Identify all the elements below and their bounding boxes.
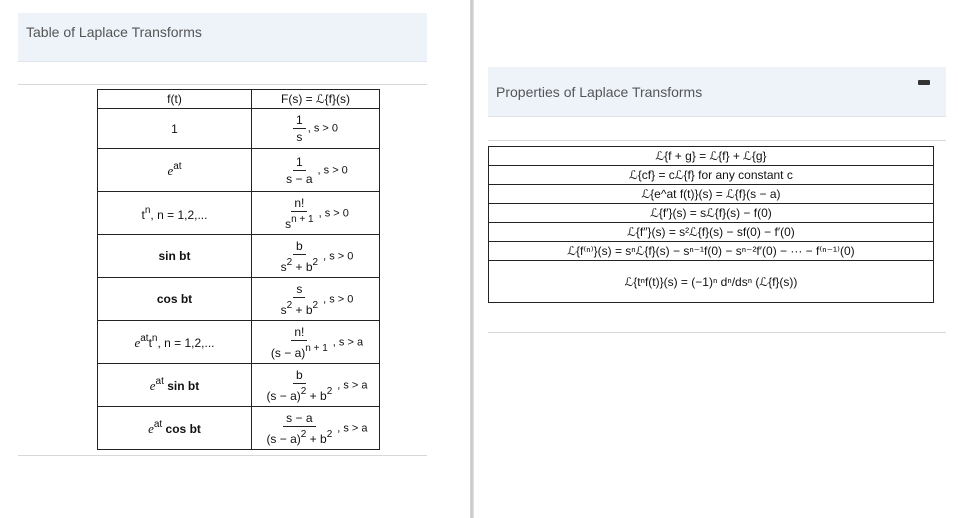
F-cell: $\frac{n!}{s^{n + 1}}$ , s > 0 bbox=[252, 192, 380, 235]
f-cell: $e^{at}$ bbox=[98, 149, 252, 192]
f-cell: $e^{at}t^n$, n = 1,2,... bbox=[98, 321, 252, 364]
laplace-transforms-table bbox=[97, 89, 380, 450]
table-header-row bbox=[98, 90, 380, 109]
F-cell: $\frac{b}{(s - a)^2 + b^2}$ , s > a bbox=[252, 364, 380, 407]
property-cell: ℒ{f + g} = ℒ{f} + ℒ{g} bbox=[489, 147, 934, 166]
table-row bbox=[98, 109, 380, 149]
property-cell: ℒ{f′}(s) = sℒ{f}(s) − f(0) bbox=[489, 204, 934, 223]
property-cell: ℒ{cf} = cℒ{f} for any constant c bbox=[489, 166, 934, 185]
divider bbox=[18, 84, 427, 85]
table-row bbox=[489, 185, 934, 204]
table-row bbox=[489, 204, 934, 223]
table-row bbox=[489, 223, 934, 242]
property-cell: ℒ{f″}(s) = s²ℒ{f}(s) − sf(0) − f′(0) bbox=[489, 223, 934, 242]
divider bbox=[488, 332, 946, 333]
table-row bbox=[98, 278, 380, 321]
property-cell: ℒ{f⁽ⁿ⁾}(s) = sⁿℒ{f}(s) − sⁿ⁻¹f(0) − sⁿ⁻²f′(0) − ··· − f⁽ⁿ⁻¹⁾(0) bbox=[489, 242, 934, 261]
property-cell: ℒ{tⁿf(t)}(s) = (−1)ⁿ dⁿ/dsⁿ (ℒ{f}(s)) bbox=[489, 261, 934, 303]
F-cell: $\frac{1}{s - a}$ , s > 0 bbox=[252, 149, 380, 192]
table-row bbox=[98, 321, 380, 364]
properties-table bbox=[488, 146, 934, 303]
table-row bbox=[98, 235, 380, 278]
divider bbox=[488, 140, 946, 141]
table-row bbox=[98, 364, 380, 407]
f-cell: cos bt bbox=[98, 278, 252, 321]
f-cell: $t^n$, n = 1,2,... bbox=[98, 192, 252, 235]
collapse-icon[interactable] bbox=[918, 80, 930, 85]
table-row bbox=[489, 166, 934, 185]
laplace-table-panel-header[interactable] bbox=[18, 13, 427, 62]
table-row bbox=[98, 149, 380, 192]
f-cell: $e^{at}$ sin bt bbox=[98, 364, 252, 407]
properties-panel-header[interactable] bbox=[488, 67, 946, 117]
table-row bbox=[489, 242, 934, 261]
left-pane bbox=[0, 0, 470, 518]
F-cell: $\frac{s}{s^2 + b^2}$ , s > 0 bbox=[252, 278, 380, 321]
column-header-f: f(t) bbox=[98, 90, 252, 109]
property-cell: ℒ{e^at f(t)}(s) = ℒ{f}(s − a) bbox=[489, 185, 934, 204]
F-cell: $\frac{s - a}{(s - a)^2 + b^2}$ , s > a bbox=[252, 407, 380, 450]
divider bbox=[18, 455, 427, 456]
f-cell: sin bt bbox=[98, 235, 252, 278]
table-row bbox=[489, 147, 934, 166]
F-cell: $\frac{1}{s}$ , s > 0 bbox=[252, 109, 380, 149]
table-row bbox=[489, 261, 934, 303]
properties-title: Properties of Laplace Transforms bbox=[496, 83, 703, 100]
column-header-F: F(s) = ℒ{f}(s) bbox=[252, 90, 380, 109]
f-cell: 1 bbox=[98, 109, 252, 149]
F-cell: $\frac{n!}{(s - a)^{n + 1}}$ , s > a bbox=[252, 321, 380, 364]
table-row bbox=[98, 407, 380, 450]
f-cell: $e^{at}$ cos bt bbox=[98, 407, 252, 450]
F-cell: $\frac{b}{s^2 + b^2}$ , s > 0 bbox=[252, 235, 380, 278]
laplace-table-title: Table of Laplace Transforms bbox=[26, 24, 202, 40]
table-row bbox=[98, 192, 380, 235]
